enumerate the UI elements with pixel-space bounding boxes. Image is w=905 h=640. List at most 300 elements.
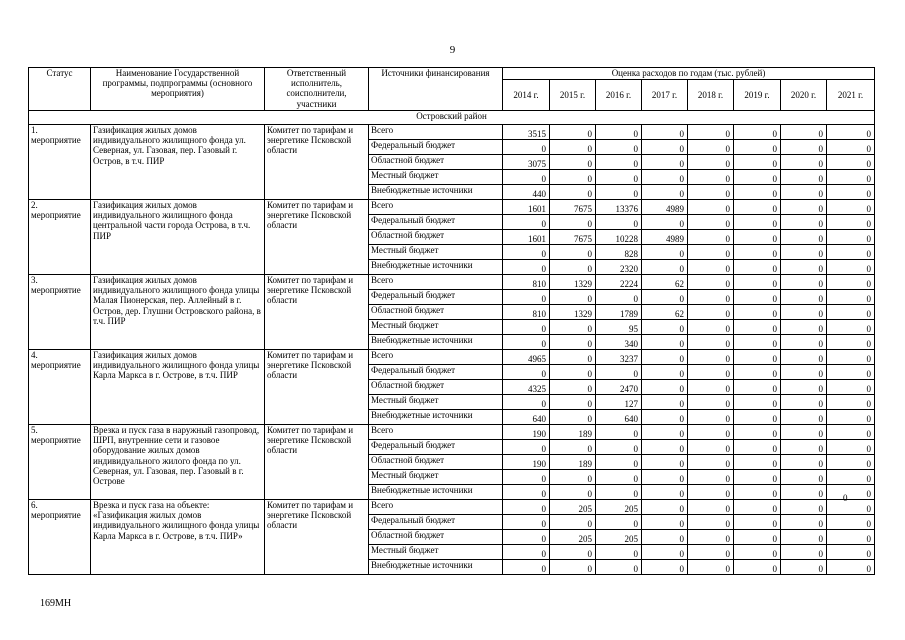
value-cell: 0 xyxy=(642,560,688,575)
header-year: 2016 г. xyxy=(596,80,642,111)
value-cell: 0 xyxy=(688,500,734,515)
value-cell: 4989 xyxy=(642,200,688,215)
value-cell: 0 xyxy=(503,215,550,230)
value-cell: 0 xyxy=(550,290,596,305)
value-cell: 0 xyxy=(688,440,734,455)
value-cell: 0 xyxy=(827,170,875,185)
value-cell: 0 xyxy=(550,410,596,425)
value-cell: 0 xyxy=(827,215,875,230)
value-cell: 205 xyxy=(596,500,642,515)
value-cell: 62 xyxy=(642,305,688,320)
value-cell: 0 xyxy=(827,560,875,575)
value-cell: 0 xyxy=(503,260,550,275)
value-cell: 0 xyxy=(734,440,781,455)
group-name: Врезка и пуск газа в наружный газопровод, ШРП, внутренние сети и газовое оборудование жилых домов индивидуального жилого фонда по ул. Северная, ул. Газовая, пер. Газовый в г. Острове xyxy=(91,425,265,500)
value-cell: 0 xyxy=(734,545,781,560)
header-year: 2015 г. xyxy=(550,80,596,111)
value-cell: 4325 xyxy=(503,380,550,395)
value-cell: 0 xyxy=(550,155,596,170)
value-cell: 0 xyxy=(596,425,642,440)
value-cell: 0 xyxy=(688,530,734,545)
value-cell: 640 xyxy=(503,410,550,425)
value-cell: 0 xyxy=(503,545,550,560)
value-cell: 0 xyxy=(596,470,642,485)
value-cell: 0 xyxy=(827,125,875,140)
value-cell: 13376 xyxy=(596,200,642,215)
value-cell: 0 xyxy=(688,275,734,290)
group-responsible: Комитет по тарифам и энергетике Псковской области xyxy=(265,425,369,500)
value-cell: 127 xyxy=(596,395,642,410)
value-cell: 0 xyxy=(734,140,781,155)
value-cell: 0 xyxy=(734,560,781,575)
value-cell: 0 xyxy=(642,440,688,455)
value-cell: 1329 xyxy=(550,305,596,320)
value-cell: 0 xyxy=(550,350,596,365)
value-cell: 0 xyxy=(827,335,875,350)
value-cell: 0 xyxy=(642,395,688,410)
value-cell: 0 xyxy=(781,440,827,455)
value-cell: 0 xyxy=(781,545,827,560)
value-cell: 0 xyxy=(642,335,688,350)
value-cell: 0 xyxy=(688,455,734,470)
value-cell: 0 xyxy=(827,545,875,560)
value-cell: 0 xyxy=(642,380,688,395)
value-cell: 10228 xyxy=(596,230,642,245)
value-cell: 0 xyxy=(781,350,827,365)
group-name: Врезка и пуск газа на объекте: «Газификация жилых домов индивидуального жилищного фонда улицы Карла Маркса в г. Острове, в т.ч. ПИР» xyxy=(91,500,265,575)
value-cell: 0 xyxy=(734,530,781,545)
value-cell: 0 xyxy=(827,275,875,290)
source-cell: Федеральный бюджет xyxy=(369,515,503,530)
group-name: Газификация жилых домов индивидуального жилищного фонда ул. Северная, ул. Газовая, пер. Газовый г. Остров, в т.ч. ПИР xyxy=(91,125,265,200)
value-cell: 0 xyxy=(596,485,642,500)
value-cell: 2470 xyxy=(596,380,642,395)
group-name: Газификация жилых домов индивидуального жилищного фонда улицы Малая Пионерская, пер. Аллейный в г. Остров, дер. Глушни Островского района, в т.ч. ПИР xyxy=(91,275,265,350)
value-cell: 0 xyxy=(596,170,642,185)
value-cell: 0 xyxy=(827,305,875,320)
value-cell: 0 xyxy=(503,245,550,260)
value-cell: 0 xyxy=(781,410,827,425)
value-cell: 0 xyxy=(734,395,781,410)
value-cell: 0 xyxy=(827,395,875,410)
page-number: 9 xyxy=(449,44,456,56)
value-cell: 0 xyxy=(734,425,781,440)
header-year: 2019 г. xyxy=(734,80,781,111)
header-status: Статус xyxy=(29,68,91,111)
value-cell: 0 xyxy=(596,155,642,170)
value-cell: 0 xyxy=(550,170,596,185)
value-cell: 205 xyxy=(596,530,642,545)
group-responsible: Комитет по тарифам и энергетике Псковской области xyxy=(265,200,369,275)
source-cell: Федеральный бюджет xyxy=(369,365,503,380)
value-cell: 0 xyxy=(734,305,781,320)
header-sources: Источники финансирования xyxy=(369,68,503,111)
value-cell: 0 xyxy=(734,245,781,260)
value-cell: 95 xyxy=(596,320,642,335)
value-cell: 0 xyxy=(781,425,827,440)
value-cell: 0 xyxy=(734,155,781,170)
value-cell: 0 xyxy=(781,320,827,335)
value-cell: 0 xyxy=(781,185,827,200)
value-cell: 0 xyxy=(734,350,781,365)
value-cell: 0 xyxy=(734,185,781,200)
value-cell: 0 xyxy=(781,245,827,260)
value-cell: 0 xyxy=(503,500,550,515)
value-cell: 0 xyxy=(642,260,688,275)
value-cell: 0 xyxy=(642,350,688,365)
value-cell: 0 xyxy=(734,125,781,140)
value-cell: 0 xyxy=(734,380,781,395)
source-cell: Местный бюджет xyxy=(369,245,503,260)
source-cell: Всего xyxy=(369,425,503,440)
value-cell: 190 xyxy=(503,455,550,470)
value-cell: 0 xyxy=(734,470,781,485)
value-cell: 0 xyxy=(827,350,875,365)
value-cell: 0 xyxy=(642,365,688,380)
value-cell: 0 xyxy=(688,350,734,365)
value-cell: 7675 xyxy=(550,200,596,215)
table-row xyxy=(29,425,875,440)
value-cell: 3515 xyxy=(503,125,550,140)
value-cell: 0 xyxy=(503,470,550,485)
value-cell: 0 xyxy=(642,545,688,560)
value-cell: 205 xyxy=(550,500,596,515)
source-cell: Внебюджетные источники xyxy=(369,185,503,200)
value-cell: 0 xyxy=(596,440,642,455)
value-cell: 0 xyxy=(596,125,642,140)
value-cell: 0 xyxy=(734,335,781,350)
value-cell: 0 xyxy=(688,380,734,395)
value-cell: 0 xyxy=(642,455,688,470)
value-cell: 0 xyxy=(550,380,596,395)
value-cell: 0 xyxy=(550,560,596,575)
value-cell: 0 xyxy=(688,245,734,260)
header-year: 2017 г. xyxy=(642,80,688,111)
value-cell: 0 xyxy=(734,290,781,305)
source-cell: Внебюджетные источники xyxy=(369,260,503,275)
value-cell: 0 xyxy=(642,500,688,515)
value-cell: 0 xyxy=(688,290,734,305)
value-cell: 0 xyxy=(827,410,875,425)
value-cell: 205 xyxy=(550,530,596,545)
value-cell: 0 xyxy=(503,515,550,530)
value-cell: 0 xyxy=(550,185,596,200)
value-cell: 0 xyxy=(596,290,642,305)
value-cell: 0 xyxy=(827,485,875,500)
source-cell: Федеральный бюджет xyxy=(369,440,503,455)
value-cell: 0 xyxy=(734,485,781,500)
header-year: 2014 г. xyxy=(503,80,550,111)
value-cell: 0 xyxy=(781,560,827,575)
value-cell: 0 xyxy=(550,545,596,560)
value-cell: 0 xyxy=(734,275,781,290)
source-cell: Всего xyxy=(369,125,503,140)
value-cell: 4965 xyxy=(503,350,550,365)
value-cell: 0 xyxy=(596,140,642,155)
value-cell: 828 xyxy=(596,245,642,260)
value-cell: 0 xyxy=(688,305,734,320)
value-cell: 0 xyxy=(781,395,827,410)
value-cell: 0 xyxy=(642,485,688,500)
value-cell: 0 xyxy=(827,200,875,215)
source-cell: Местный бюджет xyxy=(369,470,503,485)
source-cell: Областной бюджет xyxy=(369,530,503,545)
value-cell: 0 xyxy=(596,365,642,380)
value-cell: 0 xyxy=(642,425,688,440)
value-cell: 1329 xyxy=(550,275,596,290)
group-status: 4. мероприятие xyxy=(29,350,91,425)
group-name: Газификация жилых домов индивидуального жилищного фонда центральной части города Острова, в т.ч. ПИР xyxy=(91,200,265,275)
source-cell: Федеральный бюджет xyxy=(369,140,503,155)
table-row xyxy=(29,500,875,515)
value-cell: 0 xyxy=(550,140,596,155)
value-cell: 0 xyxy=(827,260,875,275)
value-cell: 0 xyxy=(781,155,827,170)
value-cell: 0 xyxy=(734,500,781,515)
group-status: 2. мероприятие xyxy=(29,200,91,275)
value-cell: 0 xyxy=(781,530,827,545)
value-cell: 4989 xyxy=(642,230,688,245)
value-cell: 0 xyxy=(688,560,734,575)
source-cell: Областной бюджет xyxy=(369,155,503,170)
value-cell: 0 xyxy=(596,515,642,530)
value-cell: 0 xyxy=(596,185,642,200)
value-cell: 0 xyxy=(642,215,688,230)
value-cell: 3075 xyxy=(503,155,550,170)
source-cell: Местный бюджет xyxy=(369,170,503,185)
value-cell: 3237 xyxy=(596,350,642,365)
value-cell: 0 xyxy=(781,230,827,245)
group-responsible: Комитет по тарифам и энергетике Псковской области xyxy=(265,500,369,575)
value-cell: 0 xyxy=(781,365,827,380)
value-cell: 0 xyxy=(781,335,827,350)
value-cell: 0 xyxy=(734,410,781,425)
value-cell: 0 xyxy=(827,380,875,395)
value-cell: 189 xyxy=(550,455,596,470)
value-cell: 0 xyxy=(688,260,734,275)
value-cell: 0 xyxy=(688,215,734,230)
value-cell: 0 xyxy=(688,125,734,140)
group-responsible: Комитет по тарифам и энергетике Псковской области xyxy=(265,350,369,425)
value-cell: 0 xyxy=(550,320,596,335)
value-cell: 0 xyxy=(827,320,875,335)
value-cell: 0 xyxy=(642,185,688,200)
value-cell: 0 xyxy=(781,215,827,230)
value-cell: 0 xyxy=(734,455,781,470)
value-cell: 0 xyxy=(550,245,596,260)
value-cell: 0 xyxy=(781,125,827,140)
value-cell: 0 xyxy=(781,485,827,500)
group-responsible: Комитет по тарифам и энергетике Псковской области xyxy=(265,125,369,200)
group-status: 6. мероприятие xyxy=(29,500,91,575)
value-cell: 0 xyxy=(503,530,550,545)
source-cell: Местный бюджет xyxy=(369,545,503,560)
value-cell: 0 xyxy=(550,440,596,455)
value-cell: 0 xyxy=(781,500,827,515)
value-cell: 0 xyxy=(688,320,734,335)
value-cell: 0 xyxy=(688,140,734,155)
value-cell: 2224 xyxy=(596,275,642,290)
group-name: Газификация жилых домов индивидуального жилищного фонда улицы Карла Маркса в г. Острове, в т.ч. ПИР xyxy=(91,350,265,425)
value-cell: 0 xyxy=(596,455,642,470)
value-cell: 0 xyxy=(688,470,734,485)
value-cell: 0 xyxy=(734,260,781,275)
value-cell: 0 xyxy=(550,515,596,530)
value-cell: 0 xyxy=(503,485,550,500)
value-cell: 0 xyxy=(642,410,688,425)
header-expenses: Оценка расходов по годам (тыс. рублей) xyxy=(503,68,875,80)
value-cell: 2320 xyxy=(596,260,642,275)
source-cell: Местный бюджет xyxy=(369,395,503,410)
region-label: Островский район xyxy=(29,111,875,125)
table-row xyxy=(29,275,875,290)
value-cell: 0 xyxy=(827,185,875,200)
value-cell: 0 xyxy=(827,425,875,440)
value-cell: 0 xyxy=(827,440,875,455)
value-cell: 0 xyxy=(734,320,781,335)
value-cell: 0 xyxy=(503,335,550,350)
value-cell: 0 xyxy=(503,560,550,575)
value-cell: 0 xyxy=(781,170,827,185)
value-cell: 0 xyxy=(781,140,827,155)
value-cell: 0 xyxy=(781,200,827,215)
budget-table xyxy=(28,67,875,575)
table-row xyxy=(29,125,875,140)
value-cell: 0 xyxy=(781,380,827,395)
value-cell: 0 xyxy=(827,515,875,530)
value-cell: 0 xyxy=(827,140,875,155)
value-cell: 0 xyxy=(642,125,688,140)
value-cell: 0 xyxy=(596,560,642,575)
group-status: 3. мероприятие xyxy=(29,275,91,350)
source-cell: Внебюджетные источники xyxy=(369,485,503,500)
value-cell: 0 xyxy=(642,245,688,260)
value-cell: 0 xyxy=(781,455,827,470)
value-cell: 0 xyxy=(688,425,734,440)
value-cell: 0 xyxy=(734,365,781,380)
value-cell: 0 xyxy=(642,470,688,485)
header-year: 2021 г. xyxy=(827,80,875,111)
value-cell: 0 xyxy=(688,335,734,350)
source-cell: Областной бюджет xyxy=(369,305,503,320)
value-cell: 640 xyxy=(596,410,642,425)
value-cell: 0 xyxy=(642,170,688,185)
source-cell: Местный бюджет xyxy=(369,320,503,335)
value-cell: 0 xyxy=(503,395,550,410)
value-cell: 7675 xyxy=(550,230,596,245)
value-cell: 0 xyxy=(688,185,734,200)
source-cell: Всего xyxy=(369,275,503,290)
header-name: Наименование Государственной программы, подпрограммы (основного мероприятия) xyxy=(91,68,265,111)
value-cell: 0 xyxy=(827,290,875,305)
source-cell: Областной бюджет xyxy=(369,455,503,470)
source-cell: Всего xyxy=(369,200,503,215)
value-cell: 0 xyxy=(734,170,781,185)
value-cell: 340 xyxy=(596,335,642,350)
table-body xyxy=(29,111,875,575)
value-cell: 1789 xyxy=(596,305,642,320)
value-cell: 0 xyxy=(827,230,875,245)
value-cell: 0 xyxy=(734,230,781,245)
value-cell: 440 xyxy=(503,185,550,200)
source-cell: Областной бюджет xyxy=(369,380,503,395)
source-cell: Внебюджетные источники xyxy=(369,335,503,350)
value-cell: 0 xyxy=(550,260,596,275)
group-responsible: Комитет по тарифам и энергетике Псковской области xyxy=(265,275,369,350)
value-cell: 0 xyxy=(781,260,827,275)
value-cell: 0 xyxy=(827,155,875,170)
value-cell: 0 xyxy=(688,230,734,245)
value-cell: 810 xyxy=(503,305,550,320)
value-cell: 0 xyxy=(827,530,875,545)
value-cell: 0 xyxy=(688,410,734,425)
value-cell: 0 xyxy=(503,320,550,335)
value-cell: 0 xyxy=(642,140,688,155)
value-cell: 0 xyxy=(596,215,642,230)
value-cell: 0 xyxy=(827,455,875,470)
value-cell: 0 xyxy=(503,365,550,380)
value-cell: 0 xyxy=(550,335,596,350)
value-cell: 0 xyxy=(827,500,875,515)
header-year: 2020 г. xyxy=(781,80,827,111)
footer-code: 169МН xyxy=(40,598,72,609)
source-cell: Областной бюджет xyxy=(369,230,503,245)
source-cell: Внебюджетные источники xyxy=(369,560,503,575)
value-cell: 0 xyxy=(688,155,734,170)
value-cell: 0 xyxy=(688,545,734,560)
value-cell: 0 xyxy=(550,215,596,230)
region-row xyxy=(29,111,875,125)
value-cell: 0 xyxy=(688,365,734,380)
value-cell: 0 xyxy=(781,470,827,485)
value-cell: 0 xyxy=(550,125,596,140)
value-cell: 0 xyxy=(642,515,688,530)
source-cell: Всего xyxy=(369,500,503,515)
value-cell: 0 xyxy=(781,515,827,530)
value-cell: 0 xyxy=(827,470,875,485)
value-cell: 0 xyxy=(550,485,596,500)
table-row xyxy=(29,200,875,215)
group-status: 1. мероприятие xyxy=(29,125,91,200)
header-responsible: Ответственный исполнитель, соисполнители, участники xyxy=(265,68,369,111)
value-cell: 0 xyxy=(642,155,688,170)
value-cell: 62 xyxy=(642,275,688,290)
value-cell: 0 xyxy=(503,170,550,185)
value-cell: 189 xyxy=(550,425,596,440)
value-cell: 810 xyxy=(503,275,550,290)
value-cell: 0 xyxy=(550,365,596,380)
value-cell: 0 xyxy=(550,395,596,410)
value-cell: 0 xyxy=(781,305,827,320)
header-year: 2018 г. xyxy=(688,80,734,111)
value-cell: 0 xyxy=(503,140,550,155)
value-cell: 0 xyxy=(688,485,734,500)
value-cell: 0 xyxy=(596,545,642,560)
value-cell: 0 xyxy=(503,440,550,455)
source-cell: Внебюджетные источники xyxy=(369,410,503,425)
value-cell: 0 xyxy=(642,530,688,545)
value-cell: 0 xyxy=(734,200,781,215)
value-cell: 0 xyxy=(781,275,827,290)
value-cell: 0 xyxy=(688,200,734,215)
group-status: 5. мероприятие xyxy=(29,425,91,500)
value-cell: 0 xyxy=(503,290,550,305)
table-row xyxy=(29,350,875,365)
value-cell: 1601 xyxy=(503,200,550,215)
value-cell: 0 xyxy=(642,320,688,335)
value-cell: 0 xyxy=(642,290,688,305)
source-cell: Федеральный бюджет xyxy=(369,215,503,230)
